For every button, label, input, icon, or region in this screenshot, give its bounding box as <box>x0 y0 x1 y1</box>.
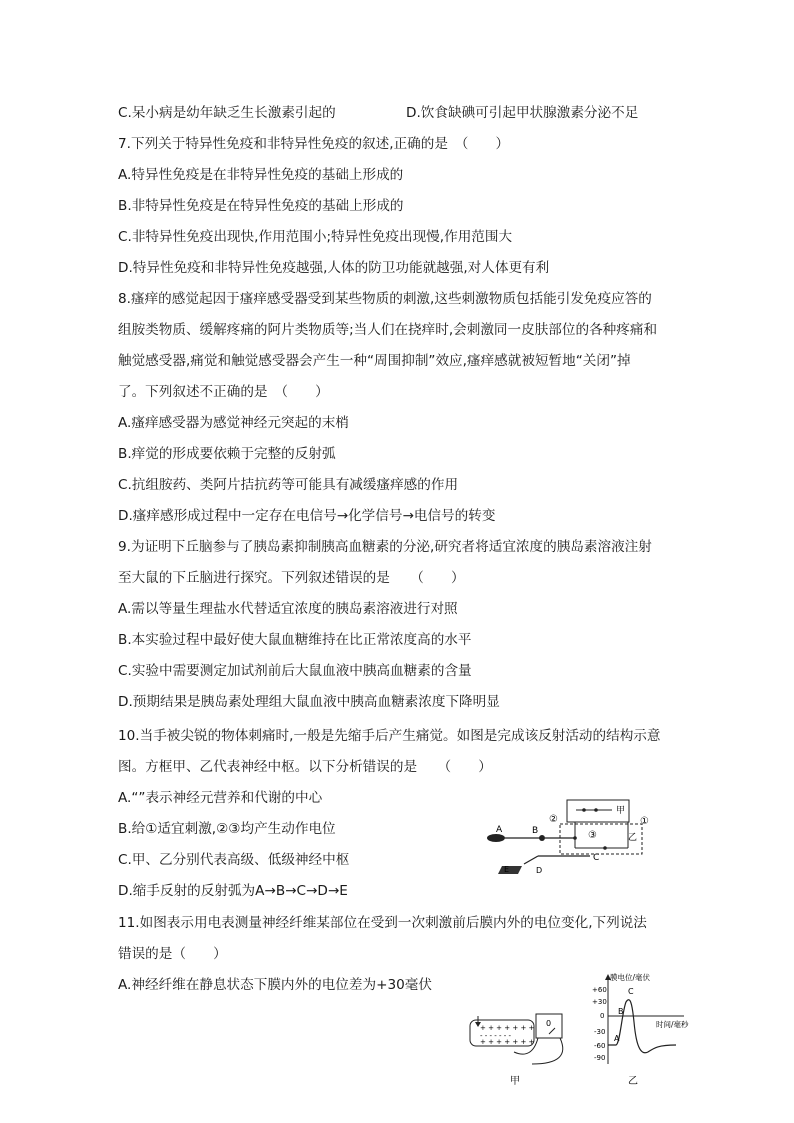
q11-stem-line2: 错误的是（ ） <box>118 946 227 962</box>
caption-yi: 乙 <box>628 1076 638 1087</box>
point-a: A <box>614 1034 620 1043</box>
q10-option-c: C.甲、乙分别代表高级、低级神经中枢 <box>118 852 350 868</box>
q8-option-c: C.抗组胺药、类阿片拮抗药等可能具有减缓瘙痒感的作用 <box>118 477 459 493</box>
q7-option-a: A.特异性免疫是在非特异性免疫的基础上形成的 <box>118 167 404 183</box>
q9-option-c: C.实验中需要测定加试剂前后大鼠血液中胰高血糖素的含量 <box>118 663 472 679</box>
q10-stem-line1: 10.当手被尖锐的物体刺痛时,一般是先缩手后产生痛觉。如图是完成该反射活动的结构示意 <box>118 728 661 744</box>
q10-option-a: A.“”表示神经元营养和代谢的中心 <box>118 790 323 806</box>
q7-option-b: B.非特异性免疫是在特异性免疫的基础上形成的 <box>118 198 404 214</box>
label-b: B <box>532 826 539 836</box>
q9-option-b: B.本实验过程中最好使大鼠血糖维持在比正常浓度高的水平 <box>118 632 472 648</box>
q10-option-d: D.缩手反射的反射弧为A→B→C→D→E <box>118 883 348 899</box>
caption-jia: 甲 <box>510 1076 520 1087</box>
ytick-0: 0 <box>600 1012 605 1020</box>
label-c: C <box>593 853 600 863</box>
meter-zero: 0 <box>546 1019 552 1028</box>
label-a: A <box>496 825 503 835</box>
q8-stem-line1: 8.瘙痒的感觉起因于瘙痒感受器受到某些物质的刺激,这些刺激物质包括能引发免疫应答的 <box>118 291 652 307</box>
point-c: C <box>628 987 634 996</box>
x-axis-label: 时间/毫秒 <box>656 1020 689 1029</box>
label-yi: 乙 <box>628 833 638 843</box>
svg-text:- - - - - - -: - - - - - - - <box>480 1032 512 1040</box>
q8-option-a: A.瘙痒感受器为感觉神经元突起的末梢 <box>118 415 349 431</box>
svg-text:+ + + + + + +: + + + + + + + <box>480 1038 535 1046</box>
label-d: D <box>536 866 543 874</box>
q9-stem-line2: 至大鼠的下丘脑进行探究。下列叙述错误的是 （ ） <box>118 570 465 586</box>
label-jia: 甲 <box>616 806 626 816</box>
q11-stem-line1: 11.如图表示用电表测量神经纤维某部位在受到一次刺激前后膜内外的电位变化,下列说法 <box>118 915 647 931</box>
y-axis-label: 膜电位/毫伏 <box>610 973 651 982</box>
q9-option-d: D.预期结果是胰岛素处理组大鼠血液中胰高血糖素浓度下降明显 <box>118 694 500 710</box>
label-1: ① <box>640 816 649 827</box>
q6-option-d: D.饮食缺碘可引起甲状腺激素分泌不足 <box>406 105 639 121</box>
svg-text:+ + + + + + +: + + + + + + + <box>480 1024 535 1032</box>
label-e: E <box>504 865 510 874</box>
ganglion-b <box>539 835 545 841</box>
label-3: ③ <box>588 830 597 841</box>
ytick-60: +60 <box>592 986 607 994</box>
label-2: ② <box>549 814 558 825</box>
q11-option-a: A.神经纤维在静息状态下膜内外的电位差为+30毫伏 <box>118 977 432 993</box>
reflex-arc-diagram <box>480 796 660 874</box>
point-b: B <box>618 1007 624 1016</box>
q9-stem-line1: 9.为证明下丘脑参与了胰岛素抑制胰高血糖素的分泌,研究者将适宜浓度的胰岛素溶液注射 <box>118 539 652 555</box>
q8-stem-line4: 了。下列叙述不正确的是 （ ） <box>118 384 329 400</box>
q10-option-b: B.给①适宜刺激,②③均产生动作电位 <box>118 821 336 837</box>
q10-stem-line2: 图。方框甲、乙代表神经中枢。以下分析错误的是 （ ） <box>118 759 492 775</box>
q7-option-c: C.非特异性免疫出现快,作用范围小;特异性免疫出现慢,作用范围大 <box>118 229 513 245</box>
ytick-minus90: -90 <box>594 1054 606 1062</box>
ytick-minus60: -60 <box>594 1042 606 1050</box>
effector-e <box>498 866 522 874</box>
q9-option-a: A.需以等量生理盐水代替适宜浓度的胰岛素溶液进行对照 <box>118 601 458 617</box>
ytick-minus30: -30 <box>594 1028 606 1036</box>
membrane-potential-figure <box>462 972 690 1090</box>
q7-stem: 7.下列关于特异性免疫和非特异性免疫的叙述,正确的是 （ ） <box>118 136 510 152</box>
receptor-a <box>487 834 505 842</box>
q6-option-c: C.呆小病是幼年缺乏生长激素引起的 <box>118 105 336 121</box>
q8-stem-line3: 触觉感受器,痛觉和触觉感受器会产生一种“周围抑制”效应,瘙痒感就被短暂地“关闭”掉 <box>118 353 631 369</box>
ytick-30: +30 <box>592 998 607 1006</box>
q8-option-b: B.痒觉的形成要依赖于完整的反射弧 <box>118 446 336 462</box>
q7-option-d: D.特异性免疫和非特异性免疫越强,人体的防卫功能就越强,对人体更有利 <box>118 260 550 276</box>
q8-stem-line2: 组胺类物质、缓解疼痛的阿片类物质等;当人们在挠痒时,会刺激同一皮肤部位的各种疼痛和 <box>118 322 658 338</box>
q8-option-d: D.瘙痒感形成过程中一定存在电信号→化学信号→电信号的转变 <box>118 508 496 524</box>
